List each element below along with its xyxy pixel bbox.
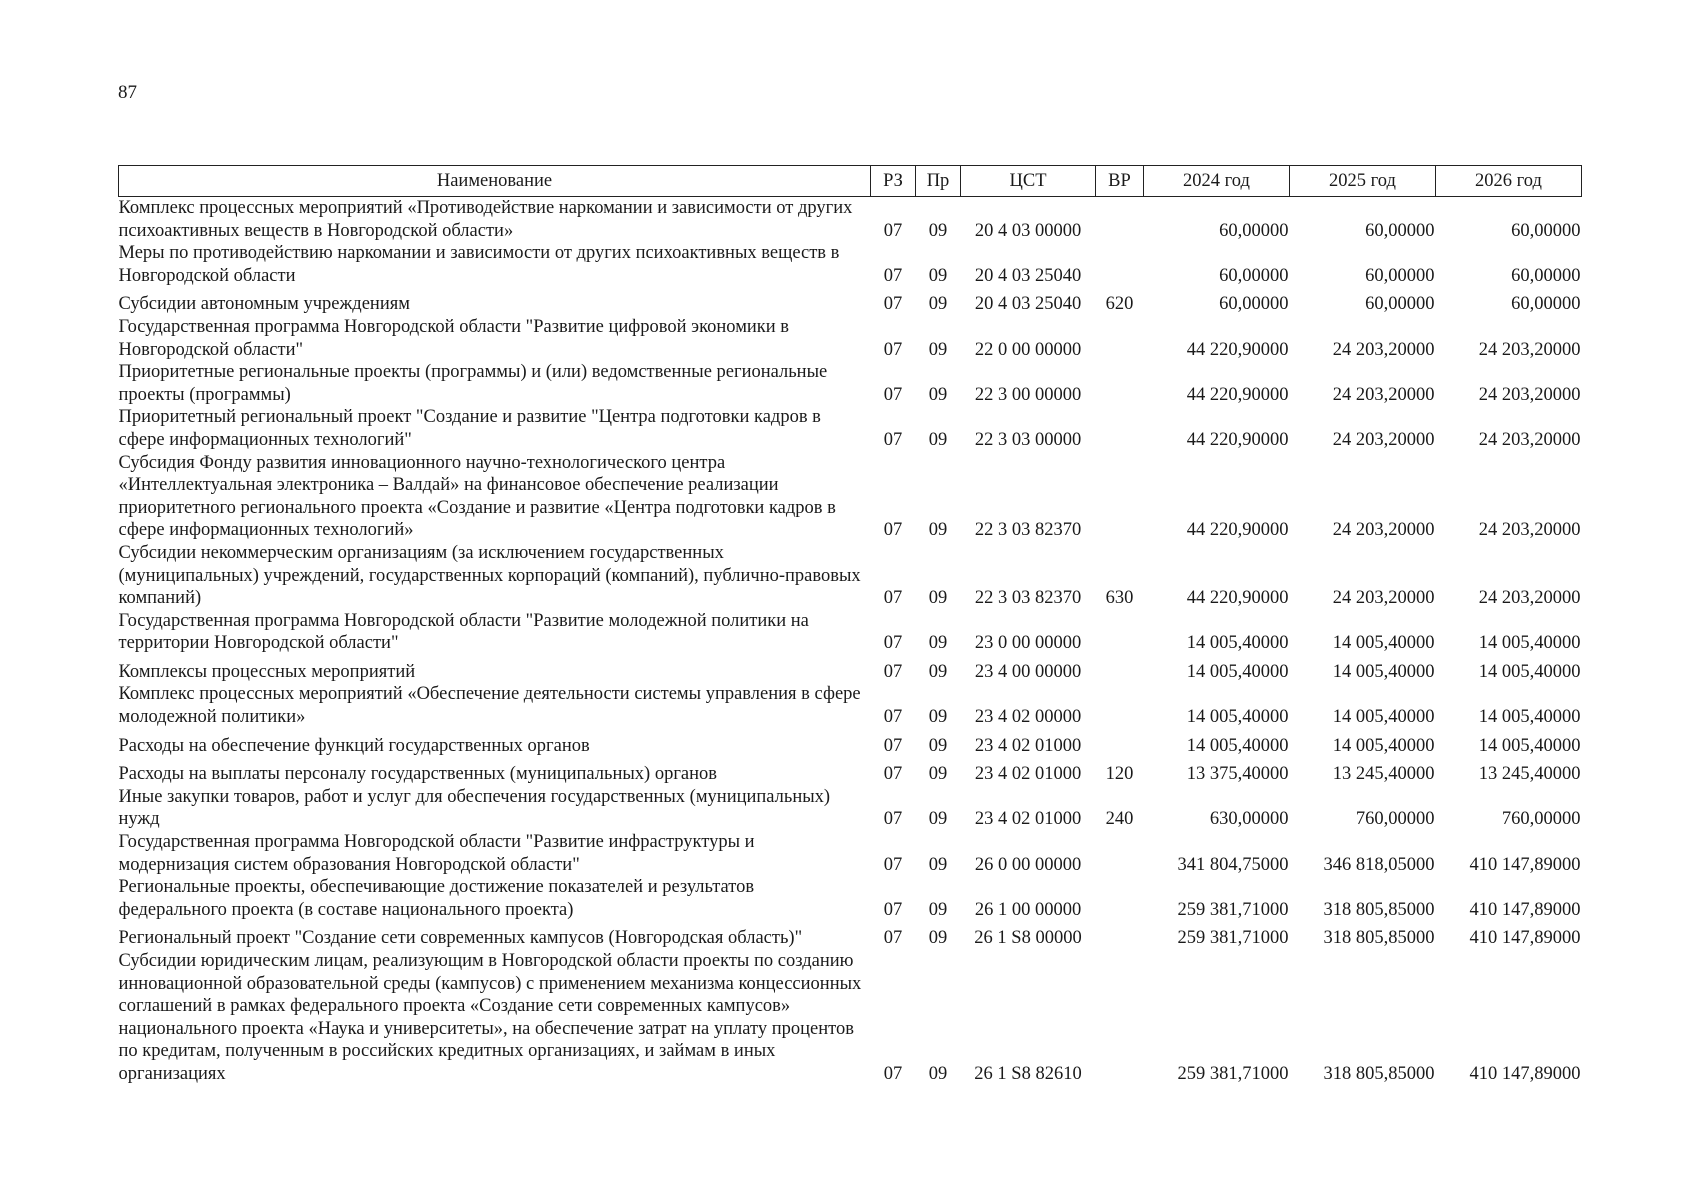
row-rz: 07 — [883, 633, 903, 654]
row-name: Субсидия Фонду развития инновационного научно-технологического центра «Интеллектуальная электроника – Валдай» на финансовое обеспечение реализации приоритетного регионального проекта «Создание и развитие «Центра подготовки кадров в сфере информационных технологий» — [118, 452, 836, 541]
row-rz: 07 — [883, 429, 903, 450]
row-2024: 13 375,40000 — [1186, 764, 1289, 785]
row-rz: 07 — [883, 707, 903, 728]
row-rz: 07 — [883, 735, 903, 756]
row-rz: 07 — [883, 220, 903, 241]
row-rz: 07 — [883, 854, 903, 875]
row-pr: 09 — [928, 588, 948, 609]
row-vr — [1096, 950, 1144, 1086]
row-vr — [1096, 921, 1144, 950]
table-row — [119, 831, 1582, 876]
row-2025: 760,00000 — [1355, 809, 1435, 830]
row-2025: 318 805,85000 — [1323, 928, 1435, 949]
row-name: Региональный проект "Создание сети современных кампусов (Новгородская область)" — [118, 928, 803, 949]
row-rz: 07 — [883, 294, 903, 315]
row-pr: 09 — [928, 809, 948, 830]
row-2024: 44 220,90000 — [1186, 429, 1289, 450]
table-header-row — [119, 166, 1582, 197]
row-2026: 14 005,40000 — [1478, 707, 1581, 728]
table-row — [119, 197, 1582, 243]
header-cst: ЦСТ — [961, 166, 1096, 197]
row-2024: 14 005,40000 — [1186, 633, 1289, 654]
row-name: Комплекс процессных мероприятий «Противодействие наркомании и зависимости от других психоактивных веществ в Новгородской области» — [118, 198, 853, 241]
row-2026: 760,00000 — [1501, 809, 1581, 830]
row-name: Иные закупки товаров, работ и услуг для обеспечения государственных (муниципальных) нужд — [118, 786, 831, 830]
row-2025: 14 005,40000 — [1332, 735, 1435, 756]
row-pr: 09 — [928, 520, 948, 541]
table-row — [119, 242, 1582, 287]
row-cst: 23 4 02 01000 — [974, 809, 1082, 830]
row-2026: 410 147,89000 — [1469, 899, 1581, 920]
row-cst: 23 0 00 00000 — [974, 633, 1082, 654]
table-row — [119, 361, 1582, 406]
row-name: Региональные проекты, обеспечивающие достижение показателей и результатов федерального проекта (в составе национального проекта) — [118, 877, 755, 920]
row-2026: 410 147,89000 — [1469, 854, 1581, 875]
row-2025: 14 005,40000 — [1332, 661, 1435, 682]
header-vr: ВР — [1096, 166, 1144, 197]
row-cst: 22 0 00 00000 — [974, 339, 1082, 360]
row-vr — [1096, 683, 1144, 728]
row-cst: 23 4 02 01000 — [974, 735, 1082, 756]
table-body — [119, 197, 1582, 1086]
row-2025: 14 005,40000 — [1332, 707, 1435, 728]
row-name: Субсидии автономным учреждениям — [118, 294, 410, 315]
row-rz: 07 — [883, 899, 903, 920]
budget-table — [118, 165, 1582, 1086]
header-pr: Пр — [916, 166, 961, 197]
row-2026: 24 203,20000 — [1478, 384, 1581, 405]
row-name: Приоритетный региональный проект "Создание и развитие "Центра подготовки кадров в сфере информационных технологий" — [118, 407, 821, 450]
row-pr: 09 — [928, 633, 948, 654]
header-2025: 2025 год — [1290, 166, 1436, 197]
table-row — [119, 655, 1582, 684]
table-row — [119, 316, 1582, 361]
row-pr: 09 — [928, 764, 948, 785]
row-rz: 07 — [883, 265, 903, 286]
row-pr: 09 — [928, 339, 948, 360]
table-row — [119, 786, 1582, 831]
header-rz: РЗ — [871, 166, 916, 197]
row-pr: 09 — [928, 429, 948, 450]
row-2024: 259 381,71000 — [1177, 899, 1289, 920]
row-2024: 14 005,40000 — [1186, 707, 1289, 728]
row-2024: 60,00000 — [1219, 265, 1289, 286]
row-vr — [1096, 197, 1144, 243]
row-2025: 24 203,20000 — [1332, 429, 1435, 450]
row-pr: 09 — [928, 1063, 948, 1084]
row-2026: 24 203,20000 — [1478, 339, 1581, 360]
row-rz: 07 — [883, 1063, 903, 1084]
table-row — [119, 406, 1582, 451]
row-pr: 09 — [928, 735, 948, 756]
row-cst: 20 4 03 25040 — [974, 265, 1082, 286]
row-cst: 26 1 00 00000 — [974, 899, 1082, 920]
row-2025: 24 203,20000 — [1332, 588, 1435, 609]
row-pr: 09 — [928, 294, 948, 315]
row-cst: 26 0 00 00000 — [974, 854, 1082, 875]
row-2024: 341 804,75000 — [1177, 854, 1289, 875]
row-2026: 60,00000 — [1511, 265, 1581, 286]
row-name: Государственная программа Новгородской области "Развитие инфраструктуры и модернизация систем образования Новгородской области" — [118, 832, 755, 875]
row-cst: 26 1 S8 82610 — [974, 1063, 1082, 1084]
row-rz: 07 — [883, 384, 903, 405]
row-2024: 259 381,71000 — [1177, 1063, 1289, 1084]
row-2025: 60,00000 — [1365, 265, 1435, 286]
row-vr — [1096, 655, 1144, 684]
row-2025: 346 818,05000 — [1323, 854, 1435, 875]
table-row — [119, 876, 1582, 921]
row-name: Приоритетные региональные проекты (программы) и (или) ведомственные региональные проекты (программы) — [118, 362, 828, 405]
table-row — [119, 287, 1582, 316]
row-pr: 09 — [928, 384, 948, 405]
row-pr: 09 — [928, 661, 948, 682]
row-name: Меры по противодействию наркомании и зависимости от других психоактивных веществ в Новгородской области — [118, 243, 840, 286]
row-cst: 23 4 02 00000 — [974, 707, 1082, 728]
table-row — [119, 950, 1582, 1086]
row-cst: 22 3 03 82370 — [974, 520, 1082, 541]
row-2025: 60,00000 — [1365, 220, 1435, 241]
row-pr: 09 — [928, 265, 948, 286]
row-2026: 14 005,40000 — [1478, 633, 1581, 654]
row-2024: 44 220,90000 — [1186, 339, 1289, 360]
row-pr: 09 — [928, 899, 948, 920]
row-cst: 20 4 03 00000 — [974, 220, 1082, 241]
row-vr: 620 — [1105, 294, 1134, 315]
row-2026: 60,00000 — [1511, 220, 1581, 241]
row-2026: 24 203,20000 — [1478, 429, 1581, 450]
row-2026: 410 147,89000 — [1469, 928, 1581, 949]
row-2024: 259 381,71000 — [1177, 928, 1289, 949]
header-name: Наименование — [119, 166, 871, 197]
row-name: Субсидии юридическим лицам, реализующим в Новгородской области проекты по созданию инновационной образовательной среды (кампусов) с применением механизма концессионных соглашений в рамках федерального проекта «Создание сети современных кампусов» национального проекта «Наука и университеты», на обеспечение затрат на уплату процентов по кредитам, полученным в российских кредитных организациях, и займам в иных организациях — [118, 951, 862, 1084]
header-2026: 2026 год — [1436, 166, 1582, 197]
row-pr: 09 — [928, 928, 948, 949]
table-row — [119, 542, 1582, 610]
row-name: Государственная программа Новгородской области "Развитие цифровой экономики в Новгородской области" — [118, 316, 790, 360]
row-vr — [1096, 316, 1144, 361]
row-pr: 09 — [928, 220, 948, 241]
row-cst: 22 3 03 82370 — [974, 588, 1082, 609]
row-2026: 14 005,40000 — [1478, 735, 1581, 756]
row-vr — [1096, 242, 1144, 287]
table-row — [119, 921, 1582, 950]
row-2026: 14 005,40000 — [1478, 661, 1581, 682]
row-cst: 26 1 S8 00000 — [974, 928, 1082, 949]
row-2026: 410 147,89000 — [1469, 1063, 1581, 1084]
row-cst: 20 4 03 25040 — [974, 294, 1082, 315]
row-2024: 14 005,40000 — [1186, 735, 1289, 756]
row-2025: 14 005,40000 — [1332, 633, 1435, 654]
row-cst: 23 4 02 01000 — [974, 764, 1082, 785]
row-rz: 07 — [883, 339, 903, 360]
row-vr — [1096, 729, 1144, 758]
row-cst: 22 3 00 00000 — [974, 384, 1082, 405]
row-cst: 23 4 00 00000 — [974, 661, 1082, 682]
row-name: Комплекс процессных мероприятий «Обеспечение деятельности системы управления в сфере молодежной политики» — [118, 684, 861, 728]
row-2024: 44 220,90000 — [1186, 384, 1289, 405]
row-2025: 24 203,20000 — [1332, 384, 1435, 405]
row-vr — [1096, 452, 1144, 542]
row-rz: 07 — [883, 520, 903, 541]
row-vr — [1096, 406, 1144, 451]
row-vr — [1096, 361, 1144, 406]
row-2025: 318 805,85000 — [1323, 1063, 1435, 1084]
row-vr: 240 — [1105, 809, 1134, 830]
row-cst: 22 3 03 00000 — [974, 429, 1082, 450]
row-2025: 318 805,85000 — [1323, 899, 1435, 920]
row-2024: 44 220,90000 — [1186, 520, 1289, 541]
row-vr — [1096, 610, 1144, 655]
row-name: Расходы на обеспечение функций государственных органов — [118, 735, 590, 756]
row-rz: 07 — [883, 809, 903, 830]
row-2025: 24 203,20000 — [1332, 339, 1435, 360]
header-2024: 2024 год — [1144, 166, 1290, 197]
row-name: Расходы на выплаты персоналу государственных (муниципальных) органов — [118, 764, 718, 785]
row-vr — [1096, 876, 1144, 921]
row-vr: 120 — [1105, 764, 1134, 785]
table-row — [119, 757, 1582, 786]
row-name: Субсидии некоммерческим организациям (за исключением государственных (муниципальных) учреждений, государственных корпораций (компаний), публично-правовых компаний) — [118, 542, 861, 609]
row-2025: 13 245,40000 — [1332, 764, 1435, 785]
table-row — [119, 683, 1582, 728]
row-vr: 630 — [1105, 588, 1134, 609]
row-2024: 60,00000 — [1219, 294, 1289, 315]
row-2024: 44 220,90000 — [1186, 588, 1289, 609]
row-2026: 24 203,20000 — [1478, 520, 1581, 541]
row-pr: 09 — [928, 707, 948, 728]
row-2024: 60,00000 — [1219, 220, 1289, 241]
row-rz: 07 — [883, 588, 903, 609]
row-pr: 09 — [928, 854, 948, 875]
row-name: Государственная программа Новгородской области "Развитие молодежной политики на территории Новгородской области" — [118, 610, 809, 654]
row-vr — [1096, 831, 1144, 876]
row-2024: 14 005,40000 — [1186, 661, 1289, 682]
row-2024: 630,00000 — [1209, 809, 1289, 830]
row-rz: 07 — [883, 661, 903, 682]
row-rz: 07 — [883, 928, 903, 949]
row-name: Комплексы процессных мероприятий — [118, 661, 416, 682]
row-2026: 13 245,40000 — [1478, 764, 1581, 785]
row-2025: 24 203,20000 — [1332, 520, 1435, 541]
page-number: 87 — [118, 82, 137, 103]
row-rz: 07 — [883, 764, 903, 785]
table-row — [119, 452, 1582, 542]
row-2026: 60,00000 — [1511, 294, 1581, 315]
row-2025: 60,00000 — [1365, 294, 1435, 315]
table-row — [119, 610, 1582, 655]
table-row — [119, 729, 1582, 758]
row-2026: 24 203,20000 — [1478, 588, 1581, 609]
